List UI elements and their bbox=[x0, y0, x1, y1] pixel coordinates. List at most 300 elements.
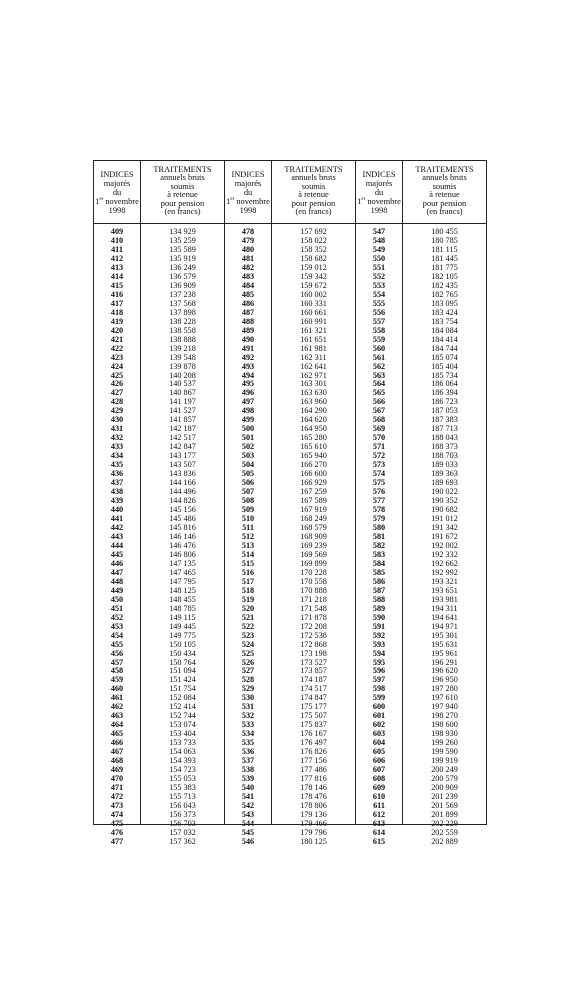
salary-value: 143 836 bbox=[169, 469, 196, 479]
salary-value: 162 641 bbox=[300, 361, 327, 371]
salary-value: 164 620 bbox=[300, 415, 327, 425]
index-value: 472 bbox=[110, 792, 124, 802]
salary-value: 158 682 bbox=[300, 253, 327, 263]
salary-value: 191 342 bbox=[431, 522, 458, 532]
salary-value: 157 032 bbox=[169, 827, 196, 837]
index-value: 476 bbox=[110, 827, 124, 837]
salary-value: 185 404 bbox=[431, 361, 458, 371]
salary-value: 153 733 bbox=[169, 738, 196, 748]
index-value: 490 bbox=[241, 334, 255, 344]
index-value: 506 bbox=[241, 478, 255, 488]
salary-value: 149 445 bbox=[169, 621, 196, 631]
index-value: 497 bbox=[241, 397, 255, 407]
index-value: 475 bbox=[110, 818, 124, 828]
salary-value: 190 682 bbox=[431, 505, 458, 515]
index-value: 459 bbox=[110, 675, 124, 685]
salary-value: 168 909 bbox=[300, 531, 327, 541]
index-value: 544 bbox=[241, 818, 255, 828]
index-value: 521 bbox=[241, 612, 255, 622]
salary-value: 192 992 bbox=[431, 567, 458, 577]
index-value: 496 bbox=[241, 388, 255, 398]
index-value: 499 bbox=[241, 415, 255, 425]
index-value: 534 bbox=[241, 729, 255, 739]
salary-value: 142 517 bbox=[169, 433, 196, 443]
salary-value: 136 579 bbox=[169, 271, 196, 281]
salary-value: 201 239 bbox=[431, 792, 458, 802]
index-value: 414 bbox=[110, 271, 124, 281]
index-value: 507 bbox=[241, 487, 255, 497]
index-value: 570 bbox=[372, 433, 386, 443]
index-value: 561 bbox=[372, 352, 386, 362]
salary-value: 141 857 bbox=[169, 415, 196, 425]
salary-value: 189 033 bbox=[431, 460, 458, 470]
header-line: 1er novembre bbox=[95, 197, 139, 206]
index-value: 469 bbox=[110, 765, 124, 775]
index-value: 446 bbox=[110, 558, 124, 568]
salary-value: 148 785 bbox=[169, 603, 196, 613]
header-line: INDICES bbox=[231, 170, 265, 179]
header-line: soumis bbox=[432, 181, 457, 191]
index-value: 609 bbox=[372, 783, 386, 793]
index-value: 571 bbox=[372, 442, 386, 452]
salary-value: 189 363 bbox=[431, 469, 458, 479]
salary-value: 199 260 bbox=[431, 738, 458, 748]
salary-value: 168 579 bbox=[300, 522, 327, 532]
salary-value: 156 703 bbox=[169, 818, 196, 828]
index-value: 453 bbox=[110, 621, 124, 631]
salary-value: 151 754 bbox=[169, 684, 196, 694]
index-value: 428 bbox=[110, 397, 124, 407]
salary-value: 157 692 bbox=[300, 227, 327, 236]
salary-value: 154 063 bbox=[169, 747, 196, 757]
index-value: 531 bbox=[241, 702, 255, 712]
index-value: 543 bbox=[241, 809, 255, 819]
salary-value: 164 290 bbox=[300, 406, 327, 416]
index-value: 526 bbox=[241, 657, 255, 667]
index-value: 431 bbox=[110, 424, 124, 434]
index-value: 598 bbox=[372, 684, 386, 694]
index-value: 580 bbox=[372, 522, 386, 532]
salary-value: 182 435 bbox=[431, 280, 458, 290]
header-line: majorés bbox=[365, 179, 393, 188]
index-value: 415 bbox=[110, 280, 124, 290]
index-value: 487 bbox=[241, 307, 255, 317]
salary-value: 202 889 bbox=[431, 836, 458, 846]
index-value: 547 bbox=[372, 227, 386, 236]
index-value: 546 bbox=[241, 836, 255, 846]
salary-value: 189 693 bbox=[431, 478, 458, 488]
index-value: 566 bbox=[372, 397, 386, 407]
index-value: 579 bbox=[372, 514, 386, 523]
index-value: 615 bbox=[372, 836, 386, 846]
index-value: 494 bbox=[241, 370, 255, 380]
index-value: 588 bbox=[372, 594, 386, 604]
header-line: TRAITEMENTS bbox=[284, 165, 343, 174]
header-line: soumis bbox=[301, 181, 326, 191]
salary-value: 160 661 bbox=[300, 307, 327, 317]
index-value: 513 bbox=[241, 540, 255, 550]
index-value: 504 bbox=[241, 460, 255, 470]
index-value: 533 bbox=[241, 720, 255, 730]
index-value: 417 bbox=[110, 298, 124, 308]
salary-value: 198 600 bbox=[431, 720, 458, 730]
salary-value: 142 847 bbox=[169, 442, 196, 452]
salary-value: 172 208 bbox=[300, 621, 327, 631]
salary-value: 169 239 bbox=[300, 540, 327, 550]
index-value: 611 bbox=[373, 801, 385, 810]
salary-value: 176 497 bbox=[300, 738, 327, 748]
index-value: 478 bbox=[241, 227, 255, 236]
salary-value: 181 445 bbox=[431, 253, 458, 263]
salary-value: 176 167 bbox=[300, 729, 327, 739]
salary-value: 165 610 bbox=[300, 442, 327, 452]
index-value: 468 bbox=[110, 756, 124, 766]
index-value: 597 bbox=[372, 675, 386, 685]
salary-value: 160 002 bbox=[300, 289, 327, 299]
salary-value: 202 559 bbox=[431, 827, 458, 837]
salary-value: 173 198 bbox=[300, 648, 327, 658]
index-value: 605 bbox=[372, 747, 386, 757]
salary-value: 172 868 bbox=[300, 639, 327, 649]
salary-value: 137 898 bbox=[169, 307, 196, 317]
salary-value: 183 424 bbox=[431, 307, 458, 317]
index-value: 421 bbox=[110, 334, 124, 344]
index-value: 539 bbox=[241, 774, 255, 784]
index-value: 590 bbox=[372, 612, 386, 622]
index-value: 587 bbox=[372, 585, 386, 595]
salary-value: 155 713 bbox=[169, 792, 196, 802]
header-line: TRAITEMENTS bbox=[415, 165, 474, 174]
indices-column-header bbox=[225, 161, 272, 223]
header-line: 1998 bbox=[108, 206, 126, 215]
index-value: 545 bbox=[241, 827, 255, 837]
table-row bbox=[225, 838, 355, 847]
salary-value: 137 238 bbox=[169, 289, 196, 299]
salary-value: 201 899 bbox=[431, 809, 458, 819]
index-value: 483 bbox=[241, 271, 255, 281]
index-value: 463 bbox=[110, 711, 124, 721]
header-line: annuels bruts bbox=[422, 173, 467, 183]
index-value: 510 bbox=[241, 514, 255, 523]
header-line: majorés bbox=[234, 179, 262, 188]
salary-value: 169 569 bbox=[300, 549, 327, 559]
index-value: 596 bbox=[372, 666, 386, 676]
index-value: 607 bbox=[372, 765, 386, 775]
table-body bbox=[225, 228, 355, 847]
salary-value: 138 558 bbox=[169, 325, 196, 335]
index-value: 424 bbox=[110, 361, 124, 371]
salary-value: 141 197 bbox=[169, 397, 196, 407]
salary-value: 182 105 bbox=[431, 271, 458, 281]
salary-value: 174 187 bbox=[300, 675, 327, 685]
header-line: annuels bruts bbox=[160, 173, 205, 183]
salary-value: 153 404 bbox=[169, 729, 196, 739]
salary-value: 167 259 bbox=[300, 487, 327, 497]
salary-value: 163 301 bbox=[300, 379, 327, 389]
salary-value: 139 548 bbox=[169, 352, 196, 362]
salary-value: 145 156 bbox=[169, 505, 196, 515]
header-line: TRAITEMENTS bbox=[153, 165, 212, 174]
salary-value: 187 383 bbox=[431, 415, 458, 425]
salary-value: 199 590 bbox=[431, 747, 458, 757]
index-value: 410 bbox=[110, 235, 124, 245]
salary-value: 156 373 bbox=[169, 809, 196, 819]
salary-value: 187 713 bbox=[431, 424, 458, 434]
salary-value: 167 589 bbox=[300, 496, 327, 506]
header-line: soumis bbox=[170, 181, 195, 191]
index-value: 473 bbox=[110, 801, 124, 810]
salary-value: 193 981 bbox=[431, 594, 458, 604]
salary-value: 136 249 bbox=[169, 262, 196, 272]
salary-value: 144 496 bbox=[169, 487, 196, 497]
salary-value: 190 022 bbox=[431, 487, 458, 497]
salary-value: 140 537 bbox=[169, 379, 196, 389]
salary-value: 159 342 bbox=[300, 271, 327, 281]
index-value: 530 bbox=[241, 693, 255, 703]
salary-value: 140 208 bbox=[169, 370, 196, 380]
index-value: 576 bbox=[372, 487, 386, 497]
header-line: annuels bruts bbox=[291, 173, 336, 183]
header-line: à retenue bbox=[167, 190, 198, 200]
index-value: 422 bbox=[110, 343, 124, 353]
index-table-2 bbox=[224, 160, 356, 846]
salary-value: 177 156 bbox=[300, 756, 327, 766]
index-value: 480 bbox=[241, 244, 255, 254]
salary-value: 143 507 bbox=[169, 460, 196, 470]
index-value: 434 bbox=[110, 451, 124, 461]
salary-value: 166 600 bbox=[300, 469, 327, 479]
index-value: 555 bbox=[372, 298, 386, 308]
index-value: 488 bbox=[241, 316, 255, 326]
salary-value: 149 775 bbox=[169, 630, 196, 640]
index-value: 474 bbox=[110, 809, 124, 819]
index-value: 502 bbox=[241, 442, 255, 452]
salary-value: 194 641 bbox=[431, 612, 458, 622]
salary-value: 164 950 bbox=[300, 424, 327, 434]
index-value: 569 bbox=[372, 424, 386, 434]
header-line: du bbox=[374, 188, 384, 197]
index-value: 572 bbox=[372, 451, 386, 461]
index-value: 452 bbox=[110, 612, 124, 622]
salary-value: 195 631 bbox=[431, 639, 458, 649]
indices-column-header bbox=[94, 161, 141, 223]
salary-value: 200 579 bbox=[431, 774, 458, 784]
salary-value: 159 672 bbox=[300, 280, 327, 290]
salary-value: 200 909 bbox=[431, 783, 458, 793]
salary-value: 173 857 bbox=[300, 666, 327, 676]
salary-value: 166 270 bbox=[300, 460, 327, 470]
index-value: 556 bbox=[372, 307, 386, 317]
salary-value: 194 971 bbox=[431, 621, 458, 631]
index-value: 443 bbox=[110, 531, 124, 541]
header-line: à retenue bbox=[429, 190, 460, 200]
salary-value: 178 806 bbox=[300, 801, 327, 810]
salary-value: 185 074 bbox=[431, 352, 458, 362]
header-line: 1er novembre bbox=[357, 197, 401, 206]
salary-value: 179 136 bbox=[300, 809, 327, 819]
salary-value: 159 012 bbox=[300, 262, 327, 272]
salary-value: 165 940 bbox=[300, 451, 327, 461]
index-value: 419 bbox=[110, 316, 124, 326]
salary-value: 147 135 bbox=[169, 558, 196, 568]
index-value: 461 bbox=[110, 693, 124, 703]
salary-value: 162 311 bbox=[300, 352, 327, 362]
salary-value: 146 806 bbox=[169, 549, 196, 559]
index-value: 524 bbox=[241, 639, 255, 649]
index-value: 602 bbox=[372, 720, 386, 730]
index-value: 433 bbox=[110, 442, 124, 452]
salary-value: 187 053 bbox=[431, 406, 458, 416]
index-value: 450 bbox=[110, 594, 124, 604]
salary-value: 152 414 bbox=[169, 702, 196, 712]
salary-value: 146 146 bbox=[169, 531, 196, 541]
table-row bbox=[356, 838, 486, 847]
index-value: 449 bbox=[110, 585, 124, 595]
index-value: 486 bbox=[241, 298, 255, 308]
index-value: 491 bbox=[241, 343, 255, 353]
header-line: du bbox=[243, 188, 253, 197]
index-value: 553 bbox=[372, 280, 386, 290]
salary-value: 167 919 bbox=[300, 505, 327, 515]
salary-value: 137 568 bbox=[169, 298, 196, 308]
salary-value: 185 734 bbox=[431, 370, 458, 380]
salary-value: 141 527 bbox=[169, 406, 196, 416]
header-line: 1998 bbox=[370, 206, 388, 215]
index-value: 535 bbox=[241, 738, 255, 748]
index-value: 542 bbox=[241, 801, 255, 810]
index-value: 594 bbox=[372, 648, 386, 658]
index-value: 606 bbox=[372, 756, 386, 766]
index-value: 429 bbox=[110, 406, 124, 416]
index-value: 508 bbox=[241, 496, 255, 506]
index-value: 455 bbox=[110, 639, 124, 649]
index-value: 563 bbox=[372, 370, 386, 380]
salary-value: 193 651 bbox=[431, 585, 458, 595]
index-value: 604 bbox=[372, 738, 386, 748]
table-header bbox=[225, 160, 355, 224]
salary-value: 192 662 bbox=[431, 558, 458, 568]
salary-value: 160 331 bbox=[300, 298, 327, 308]
salary-value: 166 929 bbox=[300, 478, 327, 488]
salary-value: 156 043 bbox=[169, 801, 196, 810]
index-value: 503 bbox=[241, 451, 255, 461]
salary-value: 135 259 bbox=[169, 235, 196, 245]
salary-column-header bbox=[272, 161, 355, 223]
salary-value: 169 899 bbox=[300, 558, 327, 568]
index-value: 568 bbox=[372, 415, 386, 425]
salary-value: 148 455 bbox=[169, 594, 196, 604]
salary-value: 172 538 bbox=[300, 630, 327, 640]
salary-value: 186 064 bbox=[431, 379, 458, 389]
index-value: 464 bbox=[110, 720, 124, 730]
salary-value: 146 476 bbox=[169, 540, 196, 550]
header-line: 1er novembre bbox=[226, 197, 270, 206]
index-value: 458 bbox=[110, 666, 124, 676]
index-value: 495 bbox=[241, 379, 255, 389]
index-value: 593 bbox=[372, 639, 386, 649]
index-value: 585 bbox=[372, 567, 386, 577]
salary-value: 139 878 bbox=[169, 361, 196, 371]
salary-value: 153 074 bbox=[169, 720, 196, 730]
salary-value: 171 218 bbox=[300, 594, 327, 604]
index-value: 435 bbox=[110, 460, 124, 470]
salary-value: 135 919 bbox=[169, 253, 196, 263]
index-value: 584 bbox=[372, 558, 386, 568]
index-value: 442 bbox=[110, 522, 124, 532]
index-value: 426 bbox=[110, 379, 124, 389]
index-value: 509 bbox=[241, 505, 255, 515]
salary-value: 194 311 bbox=[431, 603, 458, 613]
index-value: 512 bbox=[241, 531, 255, 541]
salary-value: 165 280 bbox=[300, 433, 327, 443]
salary-value: 184 744 bbox=[431, 343, 458, 353]
table-body bbox=[94, 228, 224, 847]
salary-value: 195 961 bbox=[431, 648, 458, 658]
table-header bbox=[356, 160, 486, 224]
header-line: pour pension bbox=[160, 198, 205, 208]
salary-value: 191 012 bbox=[431, 514, 458, 523]
salary-value: 155 053 bbox=[169, 774, 196, 784]
index-value: 603 bbox=[372, 729, 386, 739]
header-line: pour pension bbox=[422, 198, 467, 208]
index-value: 467 bbox=[110, 747, 124, 757]
index-value: 456 bbox=[110, 648, 124, 658]
index-value: 457 bbox=[110, 657, 124, 667]
index-value: 462 bbox=[110, 702, 124, 712]
salary-value: 192 332 bbox=[431, 549, 458, 559]
salary-value: 142 187 bbox=[169, 424, 196, 434]
salary-value: 150 105 bbox=[169, 639, 196, 649]
salary-value: 200 249 bbox=[431, 765, 458, 775]
salary-value: 184 084 bbox=[431, 325, 458, 335]
index-value: 438 bbox=[110, 487, 124, 497]
index-value: 485 bbox=[241, 289, 255, 299]
index-value: 532 bbox=[241, 711, 255, 721]
index-value: 525 bbox=[241, 648, 255, 658]
index-value: 608 bbox=[372, 774, 386, 784]
header-line: 1998 bbox=[239, 206, 257, 215]
salary-value: 173 527 bbox=[300, 657, 327, 667]
salary-value: 188 373 bbox=[431, 442, 458, 452]
index-value: 492 bbox=[241, 352, 255, 362]
index-value: 537 bbox=[241, 756, 255, 766]
index-value: 477 bbox=[110, 836, 124, 846]
index-value: 549 bbox=[372, 244, 386, 254]
salary-value: 180 785 bbox=[431, 235, 458, 245]
salary-value: 154 723 bbox=[169, 765, 196, 775]
salary-value: 179 796 bbox=[300, 827, 327, 837]
salary-value: 184 414 bbox=[431, 334, 458, 344]
index-value: 432 bbox=[110, 433, 124, 443]
salary-value: 191 672 bbox=[431, 531, 458, 541]
index-value: 552 bbox=[372, 271, 386, 281]
index-value: 444 bbox=[110, 540, 124, 550]
index-value: 581 bbox=[372, 531, 386, 541]
salary-value: 195 301 bbox=[431, 630, 458, 640]
header-line: à retenue bbox=[298, 190, 329, 200]
index-value: 565 bbox=[372, 388, 386, 398]
index-value: 613 bbox=[372, 818, 386, 828]
index-value: 538 bbox=[241, 765, 255, 775]
index-value: 411 bbox=[111, 244, 123, 254]
salary-value: 178 146 bbox=[300, 783, 327, 793]
salary-value: 162 971 bbox=[300, 370, 327, 380]
salary-value: 193 321 bbox=[431, 576, 458, 586]
index-value: 448 bbox=[110, 576, 124, 586]
salary-value: 186 723 bbox=[431, 397, 458, 407]
index-value: 541 bbox=[241, 792, 255, 802]
index-value: 564 bbox=[372, 379, 386, 389]
